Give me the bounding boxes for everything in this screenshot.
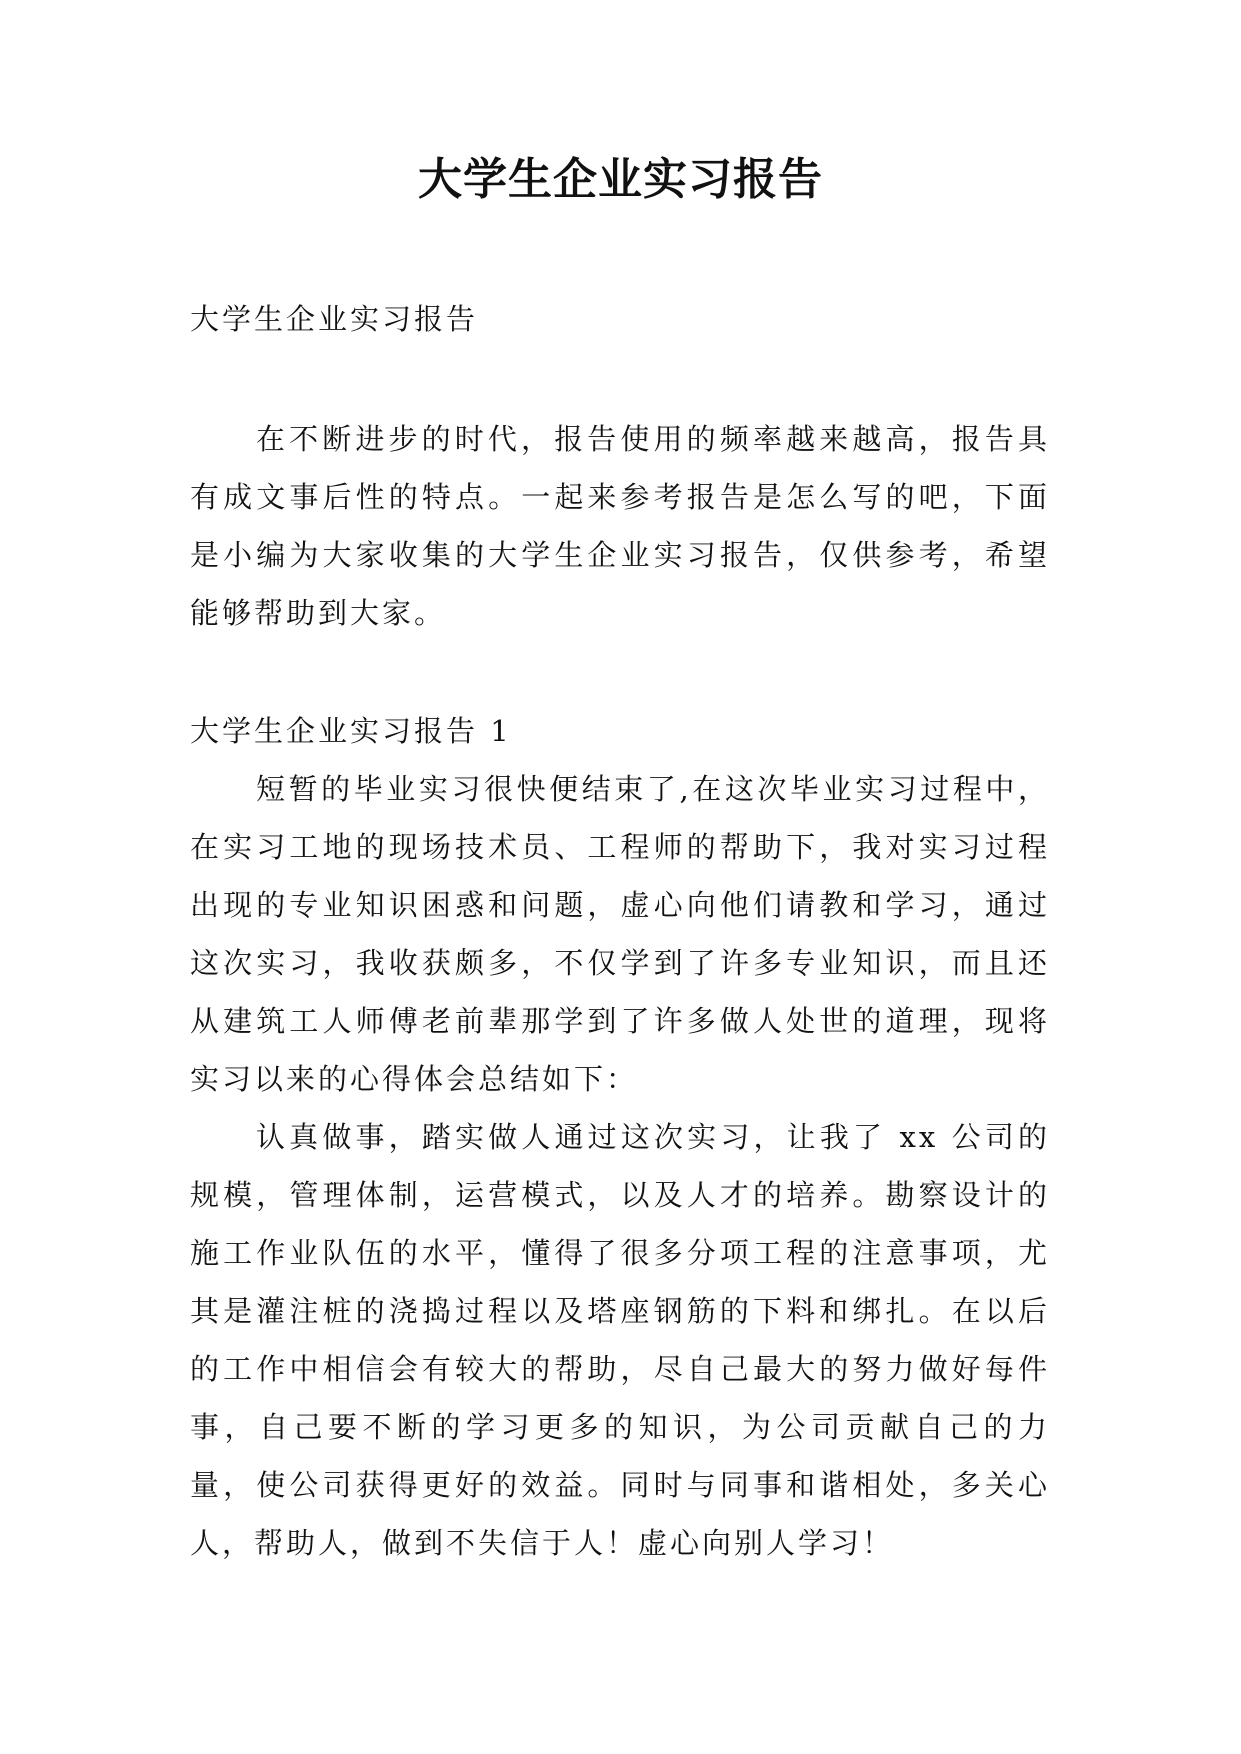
section-heading: 大学生企业实习报告 1 — [190, 714, 512, 748]
body-paragraph: 短暂的毕业实习很快便结束了,在这次毕业实习过程中，在实习工地的现场技术员、工程师的帮助下，我对实习过程出现的专业知识困惑和问题，虚心向他们请教和学习，通过这次实习，我收获颇多，不仅学到了许多专业知识，而且还从建筑工人师傅老前辈那学到了许多做人处世的道理，现将实习以来的心得体会总结如下： — [190, 772, 1050, 1096]
spacer — [190, 642, 1050, 702]
spacer — [190, 348, 1050, 410]
document-title: 大学生企业实习报告 — [418, 154, 823, 205]
document-body — [190, 290, 1050, 1572]
document-subtitle: 大学生企业实习报告 — [190, 302, 479, 336]
intro-paragraph: 在不断进步的时代，报告使用的频率越来越高，报告具有成文事后性的特点。一起来参考报告是怎么写的吧，下面是小编为大家收集的大学生企业实习报告，仅供参考，希望能够帮助到大家。 — [190, 422, 1050, 630]
body-paragraph: 认真做事，踏实做人通过这次实习，让我了 xx 公司的规模，管理体制，运营模式，以及人才的培养。勘察设计的施工作业队伍的水平，懂得了很多分项工程的注意事项，尤其是灌注桩的浇捣过程以及塔座钢筋的下料和绑扎。在以后的工作中相信会有较大的帮助，尽自己最大的努力做好每件事，自己要不断的学习更多的知识，为公司贡献自己的力量，使公司获得更好的效益。同时与同事和谐相处，多关心人，帮助人，做到不失信于人！虚心向别人学习！ — [190, 1120, 1050, 1560]
